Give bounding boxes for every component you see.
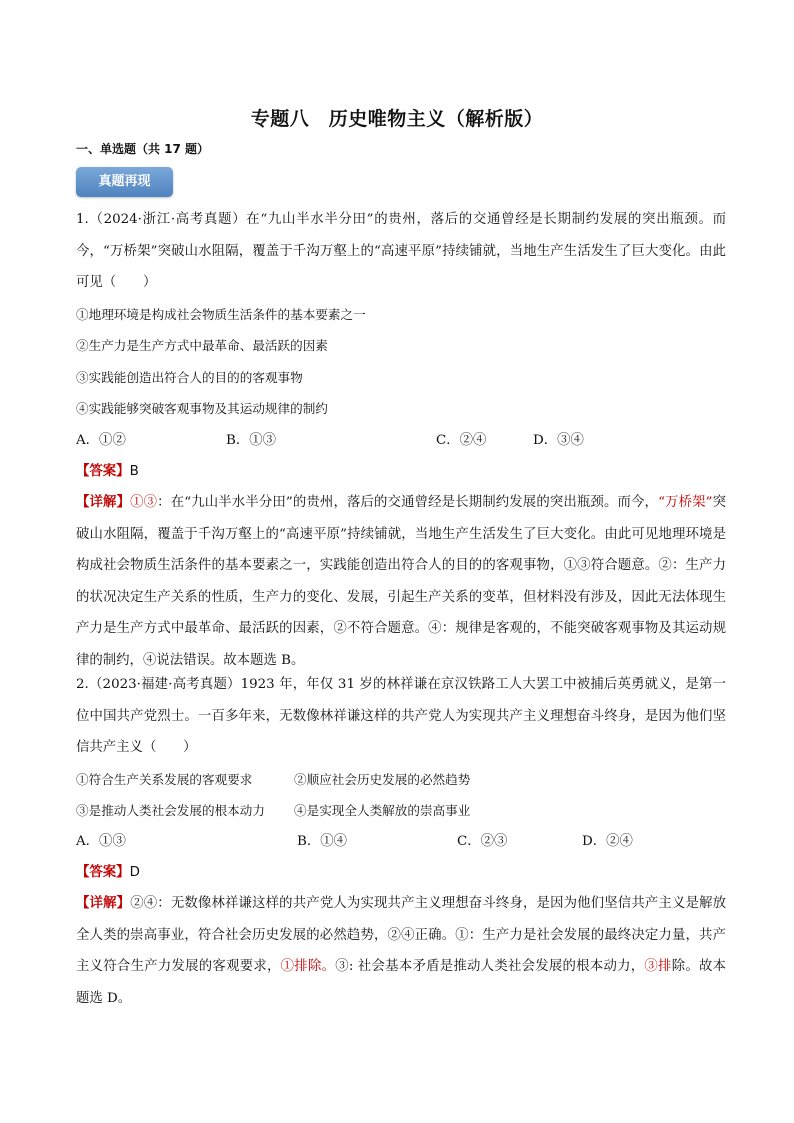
detail-label: 【详解】	[76, 494, 131, 510]
question-1	[76, 204, 726, 676]
detail-label: 【详解】	[76, 895, 131, 911]
question-1-option-3: ③实践能创造出符合人的目的的客观事物	[76, 369, 303, 385]
question-1-option-2: ②生产力是生产方式中最革命、最活跃的因素	[76, 338, 328, 353]
question-2-option-2: ②顺应社会历史发展的必然趋势	[294, 771, 471, 787]
question-1-choice-a: A．①②	[76, 432, 126, 448]
question-2-choices	[76, 826, 726, 857]
question-2-options-row-2	[76, 795, 726, 826]
answer-value: B	[129, 463, 139, 479]
question-1-choice-b: B．①③	[226, 432, 277, 448]
question-2-choice-c: C．②③	[457, 833, 508, 849]
question-2-option-3: ③是推动人类社会发展的根本动力	[76, 802, 265, 818]
detail-seg: ③排	[644, 959, 672, 974]
detail-seg: ②④：无数像林祥谦这样的共产党人为实现共产主义理想奋斗终身，是因为他们坚信共产主义是解放全人类的崇高事业，符合社会历史发展的必然趋势，②④正确。①：生产力是社会发展的最终决定力量，共产主义符合生产力发展的客观要求，	[76, 896, 727, 974]
detail-seg: 突破山水阻隔，覆盖于千沟万壑上的“高速平原”持续铺就，当地生产生活发生了巨大变化。由此可见地理环境是构成社会物质生活条件的基本要素之一，实践能创造出符合人的目的的客观事物，①③符合题意。②：生产力的状况决定生产关系的性质，生产力的变化、发展，引起生产关系的变革，但材料没有涉及，因此无法体现生产力是生产方式中最革命、最活跃的因素，②不符合题意。④：规律是客观的，不能突破客观事物及其运动规律的制约，④说法错误。故本题选 B。	[76, 495, 726, 668]
question-2-options-row-1	[76, 764, 726, 795]
detail-seg: ①③	[130, 495, 158, 510]
question-2	[76, 669, 726, 1014]
section-heading: 一、单选题（共 17 题）	[76, 142, 210, 156]
question-2-answer	[76, 857, 726, 889]
question-2-detail	[76, 888, 726, 1014]
answer-label: 【答案】	[76, 864, 130, 880]
question-1-choice-c: C．②④	[436, 432, 487, 448]
question-2-stem: 2.（2023·福建·高考真题）1923 年，年仅 31 岁的林祥谦在京汉铁路工人大罢工中被捕后英勇就义，是第一位中国共产党烈士。一百多年来，无数像林祥谦这样的共产党人为实现共产主义理想奋斗终身，是因为他们坚信共产主义（ ）	[76, 677, 726, 755]
detail-seg: ：在“九山半水半分田”的贵州，落后的交通曾经是长期制约发展的突出瓶颈。而今，	[157, 495, 659, 510]
question-1-option-1: ①地理环境是构成社会物质生活条件的基本要素之一	[76, 306, 366, 322]
question-2-choice-d: D．②④	[582, 833, 633, 849]
question-1-detail	[76, 487, 726, 676]
answer-value: D	[129, 864, 140, 880]
question-2-choice-b: B．①④	[297, 833, 348, 849]
answer-label: 【答案】	[76, 463, 130, 479]
detail-seg: “万桥架”	[658, 495, 713, 510]
page-title: 专题八 历史唯物主义（解析版）	[250, 108, 544, 130]
question-1-option-4: ④实践能够突破客观事物及其运动规律的制约	[76, 401, 328, 416]
section-badge: 真题再现	[76, 167, 173, 197]
detail-seg: ①排除。	[280, 959, 336, 974]
question-2-option-1: ①符合生产关系发展的客观要求	[76, 771, 253, 787]
question-1-stem: 1.（2024·浙江·高考真题）在“九山半水半分田”的贵州，落后的交通曾经是长期制约发展的突出瓶颈。而今，“万桥架”突破山水阻隔，覆盖于千沟万壑上的“高速平原”持续铺就，当地生产生活发生了巨大变化。由此可见（ ）	[76, 212, 726, 290]
question-2-choice-a: A．①③	[76, 833, 126, 849]
question-2-option-4: ④是实现全人类解放的崇高事业	[294, 802, 471, 818]
question-1-answer	[76, 456, 726, 488]
detail-seg: ③: 社会基本矛盾是推动人类社会发展的根本动力，	[335, 959, 645, 974]
detail-seg: 除。故本题选 D。	[76, 959, 727, 1006]
question-1-choice-d: D．③④	[533, 432, 584, 448]
question-1-choices	[76, 425, 726, 456]
